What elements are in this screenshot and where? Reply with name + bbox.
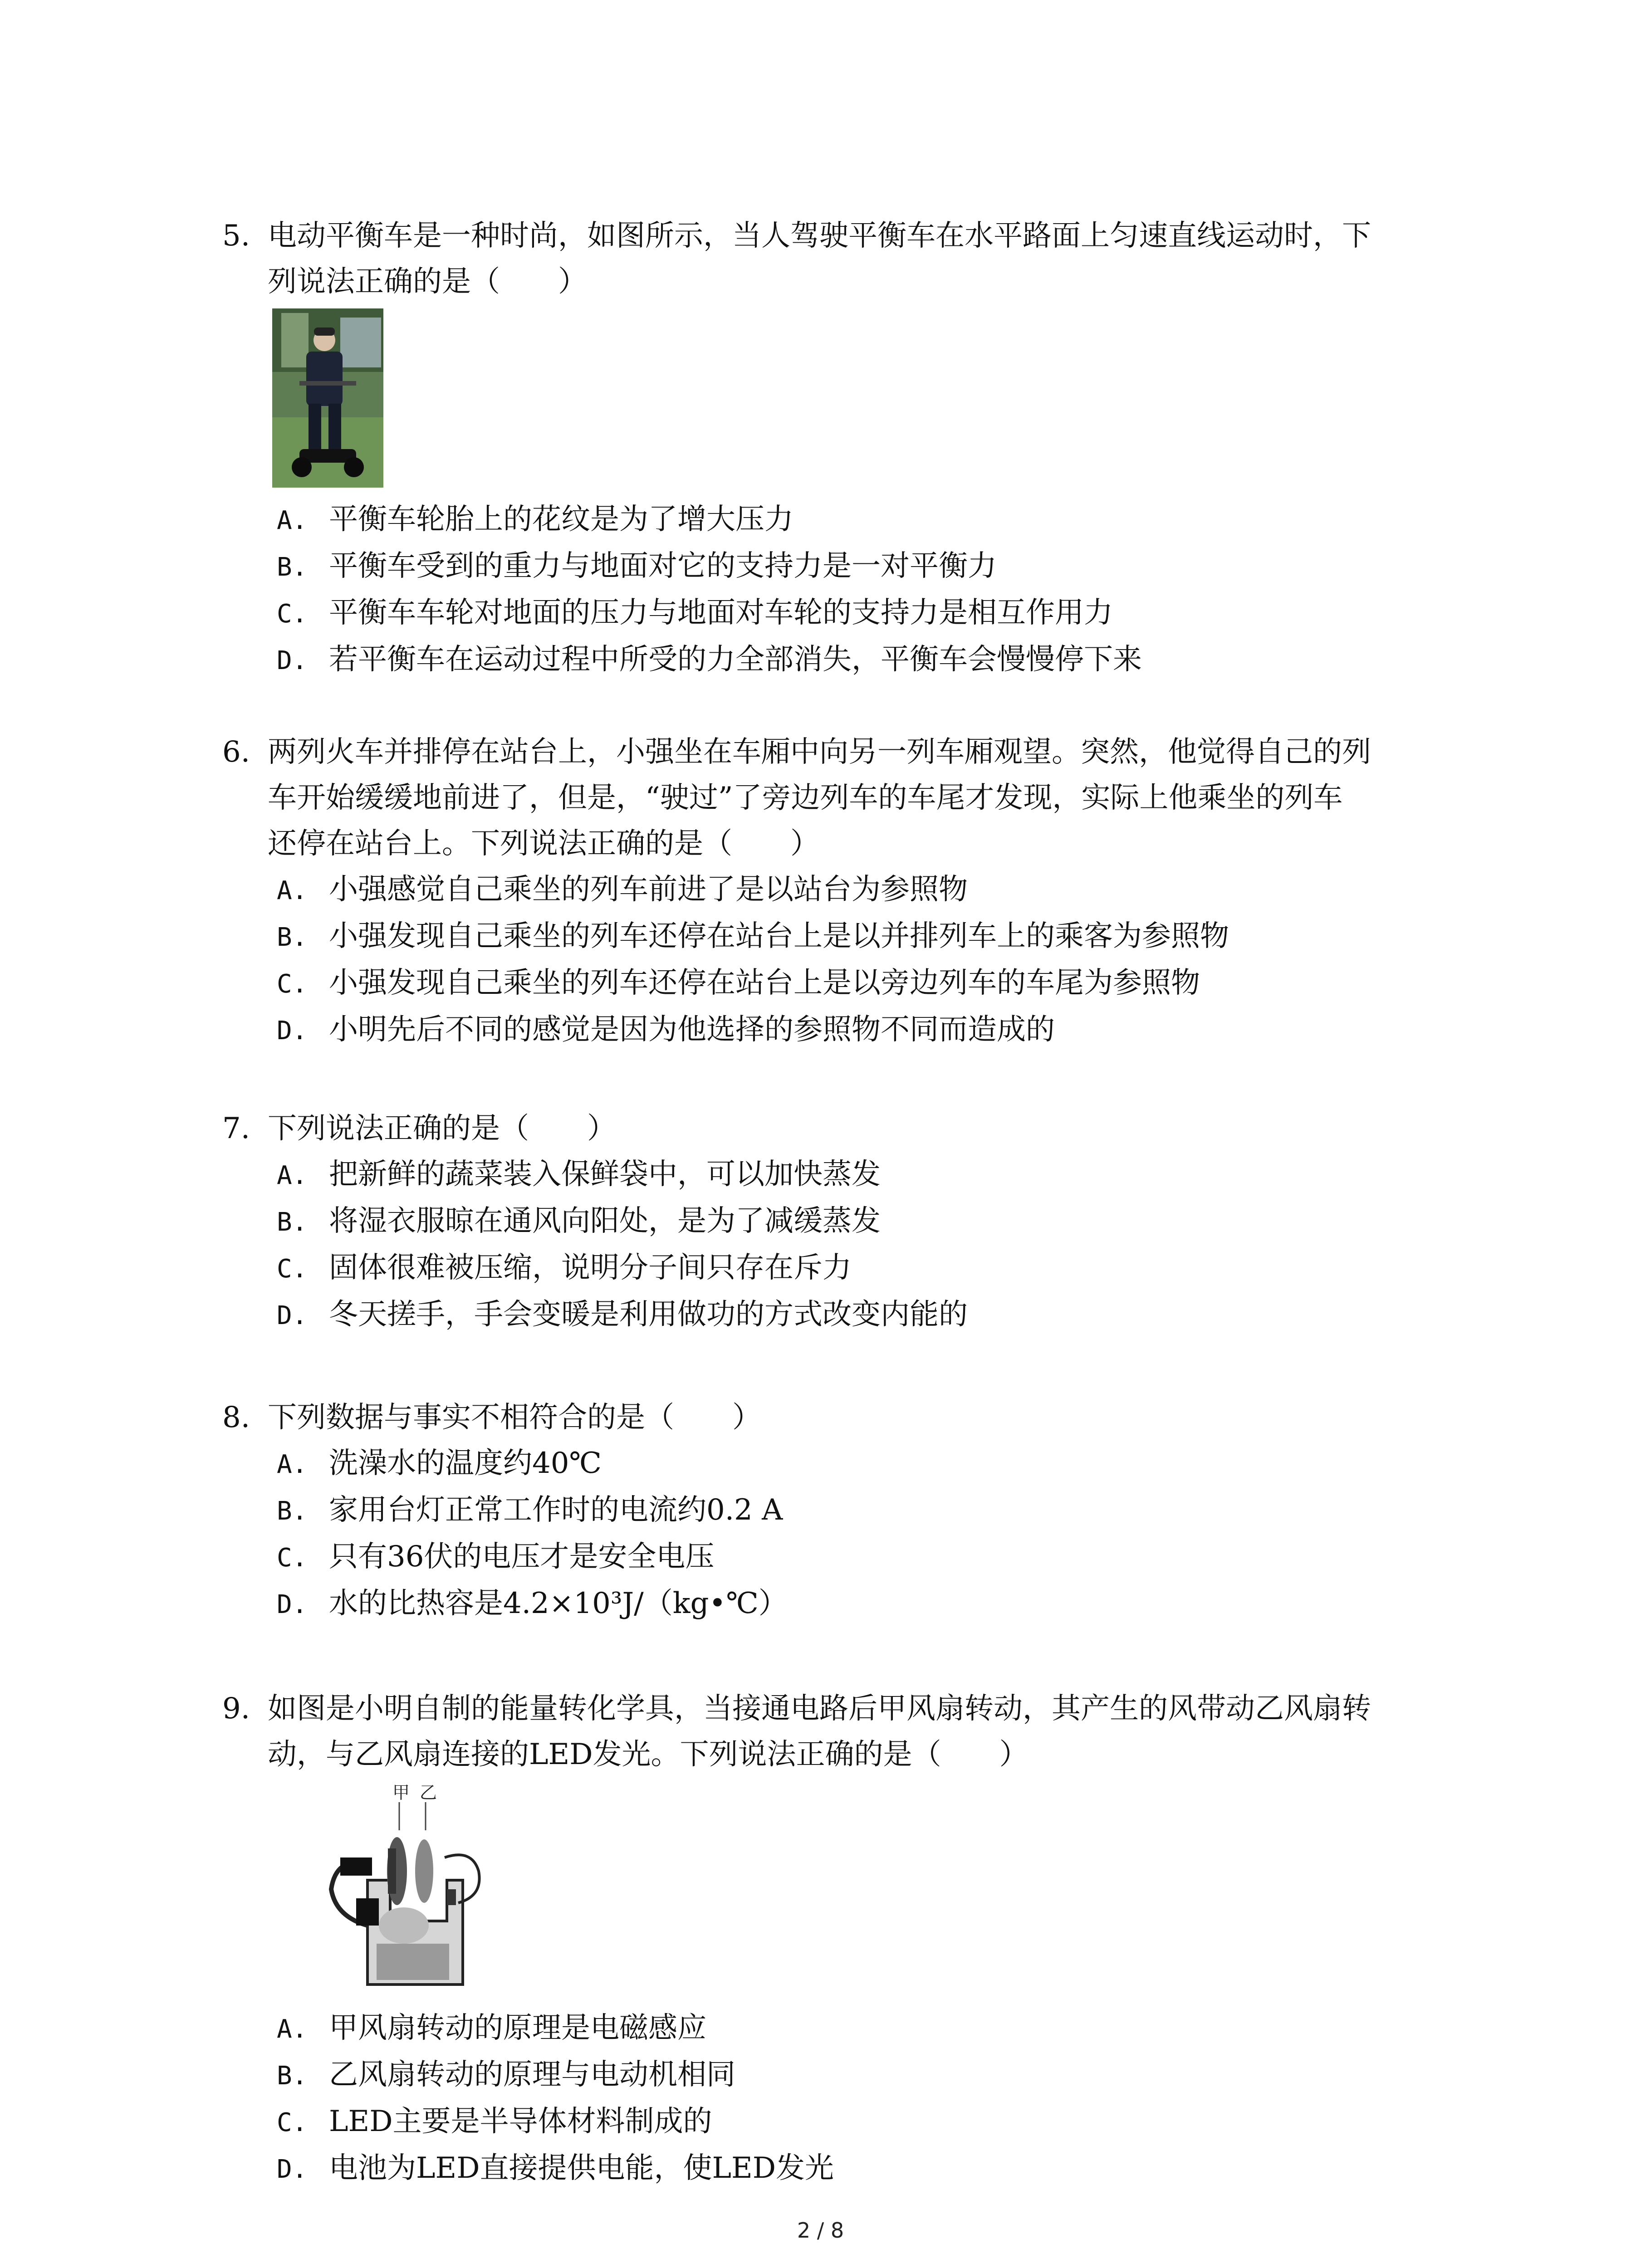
figure-label-jia: 甲 xyxy=(392,1783,410,1803)
option-d: D. 电池为LED直接提供电能，使LED发光 xyxy=(277,2151,834,2185)
balance-scooter-photo xyxy=(222,308,1447,488)
question-9 xyxy=(222,1686,1447,2192)
question-stem-line: 车开始缓缓地前进了，但是，“驶过”了旁边列车的车尾才发现，实际上他乘坐的列车 xyxy=(268,781,1343,815)
fan-led-apparatus-figure xyxy=(222,1780,1447,1998)
option-a: A. 平衡车轮胎上的花纹是为了增大压力 xyxy=(277,503,794,536)
question-number: 7. xyxy=(222,1112,250,1145)
question-number: 5. xyxy=(222,219,250,253)
option-b: B. 将湿衣服晾在通风向阳处，是为了减缓蒸发 xyxy=(277,1204,881,1238)
option-b: B. 平衡车受到的重力与地面对它的支持力是一对平衡力 xyxy=(277,549,997,583)
question-6 xyxy=(222,729,1447,1054)
option-c: C. LED主要是半导体材料制成的 xyxy=(277,2105,712,2138)
question-stem-line: 列说法正确的是（ ） xyxy=(268,265,587,298)
question-stem-line: 9. 如图是小明自制的能量转化学具，当接通电路后甲风扇转动，其产生的风带动乙风扇转 xyxy=(222,1686,1447,1732)
option-c: C. 平衡车车轮对地面的压力与地面对车轮的支持力是相互作用力 xyxy=(277,596,1113,630)
figure-label-yi: 乙 xyxy=(420,1783,437,1803)
question-stem-line: 8. 下列数据与事实不相符合的是（ ） xyxy=(222,1395,1447,1441)
question-7 xyxy=(222,1106,1447,1339)
question-stem-line: 7. 下列说法正确的是（ ） xyxy=(222,1106,1447,1152)
option-b: B. 家用台灯正常工作时的电流约0.2 A xyxy=(277,1493,783,1527)
question-8 xyxy=(222,1395,1447,1628)
option-c: C. 只有36伏的电压才是安全电压 xyxy=(277,1540,715,1574)
option-d: D. 水的比热容是4.2×10³J/（kg•℃） xyxy=(277,1587,788,1620)
fan-apparatus-image xyxy=(272,1780,544,1998)
option-a: A. 小强感觉自己乘坐的列车前进了是以站台为参照物 xyxy=(277,873,968,906)
question-number: 8. xyxy=(222,1401,250,1434)
option-d: D. 冬天搓手，手会变暖是利用做功的方式改变内能的 xyxy=(277,1298,968,1331)
option-b: B. 小强发现自己乘坐的列车还停在站台上是以并排列车上的乘客为参照物 xyxy=(277,919,1229,953)
question-stem-line: 5. 电动平衡车是一种时尚，如图所示，当人驾驶平衡车在水平路面上匀速直线运动时，下 xyxy=(222,213,1447,259)
option-a: A. 甲风扇转动的原理是电磁感应 xyxy=(277,2011,706,2045)
question-number: 6. xyxy=(222,735,250,769)
question-stem-line: 动，与乙风扇连接的LED发光。下列说法正确的是（ ） xyxy=(268,1738,1029,1771)
page-number: 2 / 8 xyxy=(797,2218,844,2243)
option-c: C. 固体很难被压缩，说明分子间只存在斥力 xyxy=(277,1251,852,1285)
segway-rider-image xyxy=(272,308,383,488)
option-d: D. 小明先后不同的感觉是因为他选择的参照物不同而造成的 xyxy=(277,1013,1055,1046)
option-d: D. 若平衡车在运动过程中所受的力全部消失，平衡车会慢慢停下来 xyxy=(277,643,1142,676)
option-c: C. 小强发现自己乘坐的列车还停在站台上是以旁边列车的车尾为参照物 xyxy=(277,966,1200,1000)
option-a: A. 洗澡水的温度约40℃ xyxy=(277,1447,602,1480)
question-stem-line: 还停在站台上。下列说法正确的是（ ） xyxy=(268,827,819,860)
question-number: 9. xyxy=(222,1692,250,1725)
question-5 xyxy=(222,213,1447,684)
option-b: B. 乙风扇转动的原理与电动机相同 xyxy=(277,2058,735,2092)
question-stem-line: 6. 两列火车并排停在站台上，小强坐在车厢中向另一列车厢观望。突然，他觉得自己的列 xyxy=(222,729,1447,775)
option-a: A. 把新鲜的蔬菜装入保鲜袋中，可以加快蒸发 xyxy=(277,1158,881,1191)
